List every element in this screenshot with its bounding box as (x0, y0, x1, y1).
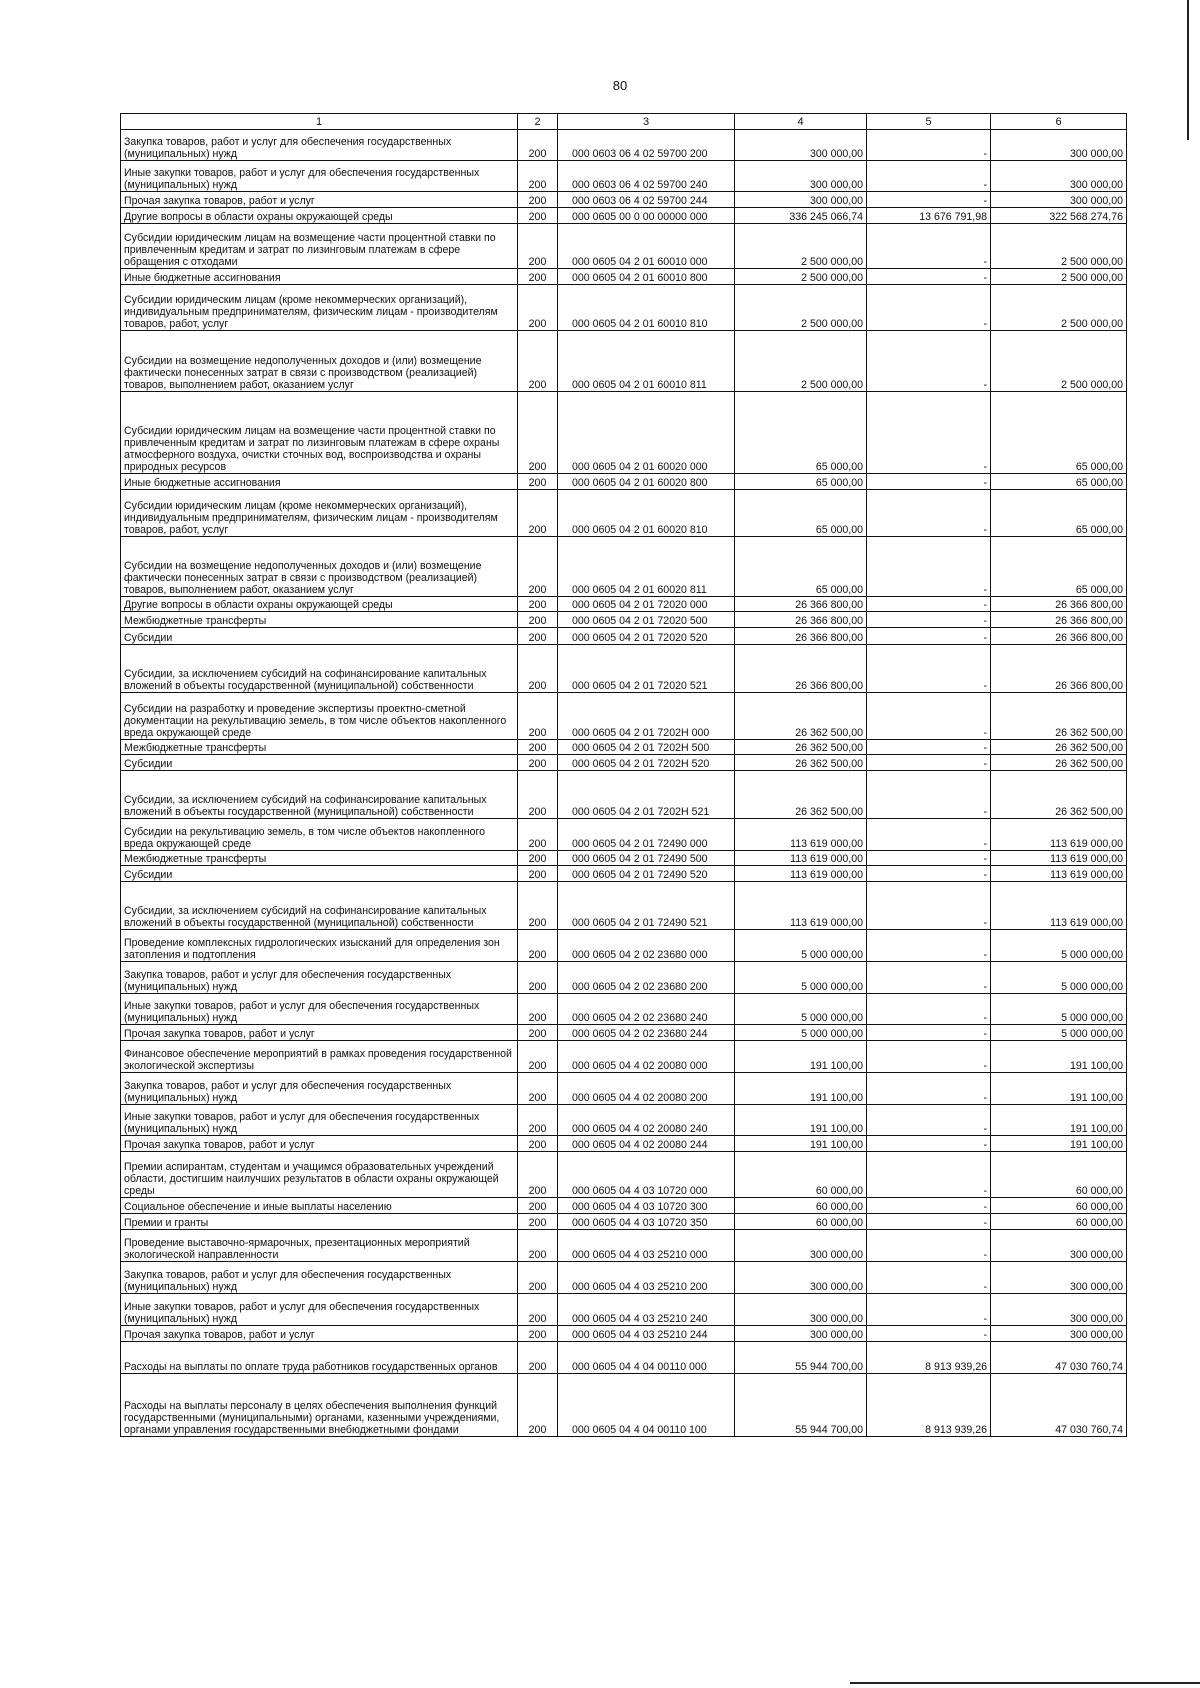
row-remaining-amount: 65 000,00 (991, 392, 1127, 474)
row-approved-amount: 113 619 000,00 (735, 851, 867, 866)
row-approved-amount: 300 000,00 (735, 1294, 867, 1326)
row-approved-amount: 60 000,00 (735, 1198, 867, 1214)
column-header: 1 (121, 114, 518, 130)
table-row (121, 1342, 1127, 1374)
row-executed-amount: - (867, 1073, 991, 1105)
row-remaining-amount: 2 500 000,00 (991, 269, 1127, 285)
table-row (121, 866, 1127, 882)
row-executed-amount: - (867, 285, 991, 331)
row-executed-amount: - (867, 597, 991, 612)
row-executed-amount: 8 913 939,26 (867, 1374, 991, 1437)
row-approved-amount: 2 500 000,00 (735, 269, 867, 285)
row-executed-amount: - (867, 1136, 991, 1152)
row-executed-amount: - (867, 537, 991, 597)
row-name: Прочая закупка товаров, работ и услуг (121, 1025, 518, 1041)
column-header: 2 (518, 114, 558, 130)
row-executed-amount: - (867, 693, 991, 740)
row-admin-code: 200 (518, 1326, 558, 1342)
row-approved-amount: 55 944 700,00 (735, 1342, 867, 1374)
row-remaining-amount: 2 500 000,00 (991, 285, 1127, 331)
row-name: Иные закупки товаров, работ и услуг для обеспечения государственных (муниципальных) нужд (121, 161, 518, 192)
row-admin-code: 200 (518, 994, 558, 1025)
row-remaining-amount: 191 100,00 (991, 1136, 1127, 1152)
row-budget-code: 000 0605 04 4 04 00110 000 (558, 1342, 735, 1374)
row-name: Проведение комплексных гидрологических изысканий для определения зон затопления и подтопления (121, 930, 518, 962)
row-name: Субсидии юридическим лицам на возмещение части процентной ставки по привлеченным кредитам и затрат по лизинговым платежам в сфере обращения с отходами (121, 224, 518, 269)
row-remaining-amount: 5 000 000,00 (991, 962, 1127, 994)
table-row (121, 693, 1127, 740)
row-budget-code: 000 0605 04 2 01 72490 500 (558, 851, 735, 866)
row-remaining-amount: 26 366 800,00 (991, 597, 1127, 612)
row-admin-code: 200 (518, 930, 558, 962)
row-executed-amount: - (867, 962, 991, 994)
row-remaining-amount: 26 362 500,00 (991, 771, 1127, 819)
column-header-row (121, 114, 1127, 130)
row-admin-code: 200 (518, 224, 558, 269)
row-approved-amount: 5 000 000,00 (735, 1025, 867, 1041)
row-admin-code: 200 (518, 612, 558, 628)
row-admin-code: 200 (518, 1025, 558, 1041)
row-executed-amount: - (867, 392, 991, 474)
row-approved-amount: 26 366 800,00 (735, 597, 867, 612)
row-executed-amount: - (867, 1294, 991, 1326)
row-name: Субсидии (121, 628, 518, 645)
table-row (121, 1214, 1127, 1230)
table-row (121, 1136, 1127, 1152)
row-name: Закупка товаров, работ и услуг для обеспечения государственных (муниципальных) нужд (121, 1073, 518, 1105)
row-budget-code: 000 0605 04 2 01 7202Н 000 (558, 693, 735, 740)
column-header: 3 (558, 114, 735, 130)
row-admin-code: 200 (518, 693, 558, 740)
row-name: Субсидии юридическим лицам (кроме некоммерческих организаций), индивидуальным предпринимателям, физическим лицам - производителям товаров, работ, услуг (121, 490, 518, 537)
row-remaining-amount: 300 000,00 (991, 1294, 1127, 1326)
row-executed-amount: - (867, 866, 991, 882)
row-approved-amount: 5 000 000,00 (735, 994, 867, 1025)
row-approved-amount: 5 000 000,00 (735, 962, 867, 994)
table-row (121, 224, 1127, 269)
row-budget-code: 000 0605 04 2 01 72020 520 (558, 628, 735, 645)
row-approved-amount: 113 619 000,00 (735, 866, 867, 882)
table-row (121, 851, 1127, 866)
row-approved-amount: 2 500 000,00 (735, 224, 867, 269)
row-name: Премии и гранты (121, 1214, 518, 1230)
row-remaining-amount: 300 000,00 (991, 1326, 1127, 1342)
row-executed-amount: - (867, 1262, 991, 1294)
row-executed-amount: - (867, 819, 991, 851)
row-executed-amount: - (867, 1041, 991, 1073)
row-executed-amount: - (867, 771, 991, 819)
row-budget-code: 000 0605 04 2 01 7202Н 521 (558, 771, 735, 819)
table-row (121, 490, 1127, 537)
row-budget-code: 000 0605 04 2 01 60010 811 (558, 331, 735, 392)
row-approved-amount: 191 100,00 (735, 1073, 867, 1105)
row-approved-amount: 300 000,00 (735, 130, 867, 161)
table-row (121, 1073, 1127, 1105)
table-row (121, 1230, 1127, 1262)
row-approved-amount: 65 000,00 (735, 537, 867, 597)
row-approved-amount: 336 245 066,74 (735, 208, 867, 224)
row-budget-code: 000 0605 04 2 01 72490 520 (558, 866, 735, 882)
row-admin-code: 200 (518, 490, 558, 537)
row-name: Иные закупки товаров, работ и услуг для обеспечения государственных (муниципальных) нужд (121, 994, 518, 1025)
row-executed-amount: - (867, 1326, 991, 1342)
row-remaining-amount: 191 100,00 (991, 1105, 1127, 1136)
table-row (121, 962, 1127, 994)
row-name: Субсидии на возмещение недополученных доходов и (или) возмещение фактически понесенных затрат в связи с производством (реализацией) товаров, выполнением работ, оказанием услуг (121, 537, 518, 597)
row-executed-amount: - (867, 331, 991, 392)
row-executed-amount: - (867, 851, 991, 866)
row-name: Расходы на выплаты персоналу в целях обеспечения выполнения функций государственными (муниципальными) органами, казенными учреждениями, органами управления государственными внебюджетными фондами (121, 1374, 518, 1437)
row-executed-amount: - (867, 994, 991, 1025)
row-name: Другие вопросы в области охраны окружающей среды (121, 208, 518, 224)
row-executed-amount: - (867, 490, 991, 537)
row-remaining-amount: 65 000,00 (991, 474, 1127, 490)
row-admin-code: 200 (518, 755, 558, 771)
row-budget-code: 000 0605 04 2 01 7202Н 520 (558, 755, 735, 771)
row-admin-code: 200 (518, 819, 558, 851)
row-name: Субсидии на разработку и проведение экспертизы проектно-сметной документации на рекультивацию земель, в том числе объектов накопленного вреда окружающей среде (121, 693, 518, 740)
row-name: Субсидии, за исключением субсидий на софинансирование капитальных вложений в объекты государственной (муниципальной) собственности (121, 882, 518, 930)
row-budget-code: 000 0605 04 4 03 10720 300 (558, 1198, 735, 1214)
scan-edge-right (1187, 0, 1189, 140)
row-executed-amount: - (867, 740, 991, 755)
row-remaining-amount: 47 030 760,74 (991, 1374, 1127, 1437)
row-budget-code: 000 0605 04 2 02 23680 240 (558, 994, 735, 1025)
row-remaining-amount: 191 100,00 (991, 1073, 1127, 1105)
table-row (121, 331, 1127, 392)
row-admin-code: 200 (518, 285, 558, 331)
row-admin-code: 200 (518, 1198, 558, 1214)
row-executed-amount: - (867, 645, 991, 693)
row-name: Межбюджетные трансферты (121, 740, 518, 755)
row-budget-code: 000 0605 04 4 03 25210 000 (558, 1230, 735, 1262)
row-executed-amount: - (867, 192, 991, 208)
row-admin-code: 200 (518, 192, 558, 208)
row-budget-code: 000 0605 04 2 02 23680 200 (558, 962, 735, 994)
row-admin-code: 200 (518, 1041, 558, 1073)
row-admin-code: 200 (518, 882, 558, 930)
row-admin-code: 200 (518, 269, 558, 285)
table-row (121, 1198, 1127, 1214)
row-remaining-amount: 5 000 000,00 (991, 1025, 1127, 1041)
table-row (121, 1041, 1127, 1073)
row-name: Прочая закупка товаров, работ и услуг (121, 192, 518, 208)
row-name: Финансовое обеспечение мероприятий в рамках проведения государственной экологической экспертизы (121, 1041, 518, 1073)
table-row (121, 771, 1127, 819)
row-remaining-amount: 5 000 000,00 (991, 930, 1127, 962)
row-remaining-amount: 26 362 500,00 (991, 693, 1127, 740)
table-row (121, 628, 1127, 645)
table-row (121, 1374, 1127, 1437)
row-approved-amount: 26 362 500,00 (735, 693, 867, 740)
row-remaining-amount: 26 362 500,00 (991, 740, 1127, 755)
row-admin-code: 200 (518, 1152, 558, 1198)
row-budget-code: 000 0605 04 4 02 20080 200 (558, 1073, 735, 1105)
row-remaining-amount: 300 000,00 (991, 1230, 1127, 1262)
row-budget-code: 000 0605 04 2 01 60010 000 (558, 224, 735, 269)
row-name: Закупка товаров, работ и услуг для обеспечения государственных (муниципальных) нужд (121, 1262, 518, 1294)
row-budget-code: 000 0605 04 4 04 00110 100 (558, 1374, 735, 1437)
row-admin-code: 200 (518, 1230, 558, 1262)
row-remaining-amount: 300 000,00 (991, 161, 1127, 192)
table-row (121, 612, 1127, 628)
row-budget-code: 000 0605 04 2 01 72490 000 (558, 819, 735, 851)
row-admin-code: 200 (518, 597, 558, 612)
row-name: Закупка товаров, работ и услуг для обеспечения государственных (муниципальных) нужд (121, 962, 518, 994)
table-row (121, 740, 1127, 755)
row-budget-code: 000 0605 04 2 01 72020 500 (558, 612, 735, 628)
table-row (121, 1294, 1127, 1326)
table-row (121, 208, 1127, 224)
row-budget-code: 000 0605 04 4 02 20080 000 (558, 1041, 735, 1073)
row-remaining-amount: 300 000,00 (991, 130, 1127, 161)
row-remaining-amount: 113 619 000,00 (991, 866, 1127, 882)
row-admin-code: 200 (518, 1105, 558, 1136)
row-budget-code: 000 0605 04 4 02 20080 240 (558, 1105, 735, 1136)
row-executed-amount: - (867, 224, 991, 269)
row-approved-amount: 60 000,00 (735, 1152, 867, 1198)
column-header: 6 (991, 114, 1127, 130)
row-budget-code: 000 0603 06 4 02 59700 244 (558, 192, 735, 208)
row-name: Проведение выставочно-ярмарочных, презентационных мероприятий экологической направленности (121, 1230, 518, 1262)
table-row (121, 392, 1127, 474)
row-remaining-amount: 113 619 000,00 (991, 882, 1127, 930)
row-name: Иные закупки товаров, работ и услуг для обеспечения государственных (муниципальных) нужд (121, 1105, 518, 1136)
row-executed-amount: - (867, 1230, 991, 1262)
table-row (121, 1105, 1127, 1136)
row-admin-code: 200 (518, 208, 558, 224)
row-name: Закупка товаров, работ и услуг для обеспечения государственных (муниципальных) нужд (121, 130, 518, 161)
row-executed-amount: - (867, 1025, 991, 1041)
table-row (121, 1262, 1127, 1294)
row-budget-code: 000 0605 04 2 01 60020 810 (558, 490, 735, 537)
row-name: Субсидии (121, 755, 518, 771)
row-executed-amount: - (867, 269, 991, 285)
row-executed-amount: - (867, 474, 991, 490)
row-executed-amount: - (867, 612, 991, 628)
row-remaining-amount: 26 366 800,00 (991, 612, 1127, 628)
row-name: Межбюджетные трансферты (121, 612, 518, 628)
row-executed-amount: - (867, 1105, 991, 1136)
row-budget-code: 000 0605 04 2 02 23680 244 (558, 1025, 735, 1041)
budget-table (120, 113, 1127, 1437)
row-approved-amount: 55 944 700,00 (735, 1374, 867, 1437)
row-admin-code: 200 (518, 1374, 558, 1437)
row-admin-code: 200 (518, 851, 558, 866)
row-name: Расходы на выплаты по оплате труда работников государственных органов (121, 1342, 518, 1374)
table-row (121, 755, 1127, 771)
row-remaining-amount: 300 000,00 (991, 192, 1127, 208)
row-admin-code: 200 (518, 1342, 558, 1374)
row-admin-code: 200 (518, 962, 558, 994)
table-row (121, 269, 1127, 285)
row-name: Социальное обеспечение и иные выплаты населению (121, 1198, 518, 1214)
row-executed-amount: - (867, 628, 991, 645)
row-executed-amount: - (867, 930, 991, 962)
row-approved-amount: 65 000,00 (735, 392, 867, 474)
row-remaining-amount: 47 030 760,74 (991, 1342, 1127, 1374)
row-remaining-amount: 113 619 000,00 (991, 819, 1127, 851)
row-budget-code: 000 0603 06 4 02 59700 240 (558, 161, 735, 192)
row-approved-amount: 26 366 800,00 (735, 612, 867, 628)
row-name: Субсидии (121, 866, 518, 882)
table-row (121, 994, 1127, 1025)
scan-edge-bottom (850, 1682, 1200, 1684)
row-admin-code: 200 (518, 645, 558, 693)
row-budget-code: 000 0605 04 2 01 72020 521 (558, 645, 735, 693)
row-admin-code: 200 (518, 1136, 558, 1152)
row-executed-amount: - (867, 1152, 991, 1198)
column-header: 5 (867, 114, 991, 130)
table-row (121, 537, 1127, 597)
row-remaining-amount: 60 000,00 (991, 1214, 1127, 1230)
row-remaining-amount: 26 366 800,00 (991, 645, 1127, 693)
row-remaining-amount: 2 500 000,00 (991, 331, 1127, 392)
row-name: Субсидии юридическим лицам на возмещение части процентной ставки по привлеченным кредитам и затрат по лизинговым платежам в сфере охраны атмосферного воздуха, очистки сточных вод, воспроизводства и охраны природных ресурсов (121, 392, 518, 474)
row-approved-amount: 26 362 500,00 (735, 755, 867, 771)
table-row (121, 930, 1127, 962)
row-approved-amount: 2 500 000,00 (735, 331, 867, 392)
row-name: Межбюджетные трансферты (121, 851, 518, 866)
table-row (121, 819, 1127, 851)
row-remaining-amount: 113 619 000,00 (991, 851, 1127, 866)
row-name: Субсидии на возмещение недополученных доходов и (или) возмещение фактически понесенных затрат в связи с производством (реализацией) товаров, выполнением работ, оказанием услуг (121, 331, 518, 392)
row-approved-amount: 26 366 800,00 (735, 628, 867, 645)
row-remaining-amount: 60 000,00 (991, 1198, 1127, 1214)
row-approved-amount: 113 619 000,00 (735, 819, 867, 851)
row-budget-code: 000 0605 04 2 01 60020 811 (558, 537, 735, 597)
row-admin-code: 200 (518, 1073, 558, 1105)
row-budget-code: 000 0605 04 2 01 60020 000 (558, 392, 735, 474)
row-executed-amount: - (867, 1198, 991, 1214)
row-approved-amount: 26 362 500,00 (735, 740, 867, 755)
table-row (121, 1326, 1127, 1342)
row-admin-code: 200 (518, 161, 558, 192)
row-approved-amount: 191 100,00 (735, 1041, 867, 1073)
row-budget-code: 000 0605 04 2 01 60020 800 (558, 474, 735, 490)
row-remaining-amount: 322 568 274,76 (991, 208, 1127, 224)
row-remaining-amount: 191 100,00 (991, 1041, 1127, 1073)
row-admin-code: 200 (518, 771, 558, 819)
row-budget-code: 000 0605 04 2 01 72490 521 (558, 882, 735, 930)
row-approved-amount: 191 100,00 (735, 1136, 867, 1152)
table-row (121, 474, 1127, 490)
row-admin-code: 200 (518, 537, 558, 597)
row-admin-code: 200 (518, 474, 558, 490)
row-admin-code: 200 (518, 1262, 558, 1294)
row-approved-amount: 300 000,00 (735, 1326, 867, 1342)
table-row (121, 130, 1127, 161)
row-name: Иные бюджетные ассигнования (121, 474, 518, 490)
row-remaining-amount: 2 500 000,00 (991, 224, 1127, 269)
row-name: Прочая закупка товаров, работ и услуг (121, 1136, 518, 1152)
row-budget-code: 000 0605 04 2 01 60010 810 (558, 285, 735, 331)
row-budget-code: 000 0605 04 2 01 72020 000 (558, 597, 735, 612)
row-name: Субсидии, за исключением субсидий на софинансирование капитальных вложений в объекты государственной (муниципальной) собственности (121, 645, 518, 693)
row-approved-amount: 2 500 000,00 (735, 285, 867, 331)
row-executed-amount: 13 676 791,98 (867, 208, 991, 224)
page-number: 80 (612, 78, 628, 93)
row-executed-amount: - (867, 755, 991, 771)
row-approved-amount: 113 619 000,00 (735, 882, 867, 930)
table-row (121, 161, 1127, 192)
row-admin-code: 200 (518, 1214, 558, 1230)
row-remaining-amount: 65 000,00 (991, 490, 1127, 537)
row-approved-amount: 65 000,00 (735, 474, 867, 490)
row-executed-amount: - (867, 161, 991, 192)
row-budget-code: 000 0605 04 4 03 10720 000 (558, 1152, 735, 1198)
row-name: Другие вопросы в области охраны окружающей среды (121, 597, 518, 612)
row-approved-amount: 300 000,00 (735, 161, 867, 192)
row-remaining-amount: 26 366 800,00 (991, 628, 1127, 645)
row-approved-amount: 65 000,00 (735, 490, 867, 537)
row-budget-code: 000 0603 06 4 02 59700 200 (558, 130, 735, 161)
row-remaining-amount: 5 000 000,00 (991, 994, 1127, 1025)
row-approved-amount: 300 000,00 (735, 1262, 867, 1294)
row-approved-amount: 300 000,00 (735, 1230, 867, 1262)
row-approved-amount: 26 366 800,00 (735, 645, 867, 693)
row-budget-code: 000 0605 04 4 03 25210 240 (558, 1294, 735, 1326)
row-remaining-amount: 65 000,00 (991, 537, 1127, 597)
row-executed-amount: - (867, 882, 991, 930)
row-admin-code: 200 (518, 392, 558, 474)
table-row (121, 1025, 1127, 1041)
row-executed-amount: - (867, 130, 991, 161)
table-row (121, 597, 1127, 612)
row-admin-code: 200 (518, 130, 558, 161)
table-row (121, 285, 1127, 331)
row-admin-code: 200 (518, 740, 558, 755)
row-approved-amount: 60 000,00 (735, 1214, 867, 1230)
table-row (121, 882, 1127, 930)
row-budget-code: 000 0605 04 2 02 23680 000 (558, 930, 735, 962)
table-row (121, 645, 1127, 693)
row-budget-code: 000 0605 04 2 01 7202Н 500 (558, 740, 735, 755)
row-admin-code: 200 (518, 628, 558, 645)
row-budget-code: 000 0605 04 4 03 25210 244 (558, 1326, 735, 1342)
row-name: Субсидии на рекультивацию земель, в том числе объектов накопленного вреда окружающей среде (121, 819, 518, 851)
row-approved-amount: 191 100,00 (735, 1105, 867, 1136)
row-admin-code: 200 (518, 1294, 558, 1326)
row-name: Иные бюджетные ассигнования (121, 269, 518, 285)
row-approved-amount: 300 000,00 (735, 192, 867, 208)
row-executed-amount: 8 913 939,26 (867, 1342, 991, 1374)
row-approved-amount: 5 000 000,00 (735, 930, 867, 962)
row-budget-code: 000 0605 04 4 02 20080 244 (558, 1136, 735, 1152)
row-remaining-amount: 60 000,00 (991, 1152, 1127, 1198)
row-name: Субсидии юридическим лицам (кроме некоммерческих организаций), индивидуальным предпринимателям, физическим лицам - производителям товаров, работ, услуг (121, 285, 518, 331)
row-name: Прочая закупка товаров, работ и услуг (121, 1326, 518, 1342)
row-budget-code: 000 0605 04 2 01 60010 800 (558, 269, 735, 285)
row-name: Премии аспирантам, студентам и учащимся образовательных учреждений области, достигшим наилучших результатов в области охраны окружающей среды (121, 1152, 518, 1198)
row-name: Субсидии, за исключением субсидий на софинансирование капитальных вложений в объекты государственной (муниципальной) собственности (121, 771, 518, 819)
table-row (121, 1152, 1127, 1198)
column-header: 4 (735, 114, 867, 130)
row-executed-amount: - (867, 1214, 991, 1230)
row-name: Иные закупки товаров, работ и услуг для обеспечения государственных (муниципальных) нужд (121, 1294, 518, 1326)
row-admin-code: 200 (518, 866, 558, 882)
row-remaining-amount: 300 000,00 (991, 1262, 1127, 1294)
row-admin-code: 200 (518, 331, 558, 392)
row-budget-code: 000 0605 00 0 00 00000 000 (558, 208, 735, 224)
row-budget-code: 000 0605 04 4 03 10720 350 (558, 1214, 735, 1230)
table-row (121, 192, 1127, 208)
row-approved-amount: 26 362 500,00 (735, 771, 867, 819)
row-remaining-amount: 26 362 500,00 (991, 755, 1127, 771)
row-budget-code: 000 0605 04 4 03 25210 200 (558, 1262, 735, 1294)
